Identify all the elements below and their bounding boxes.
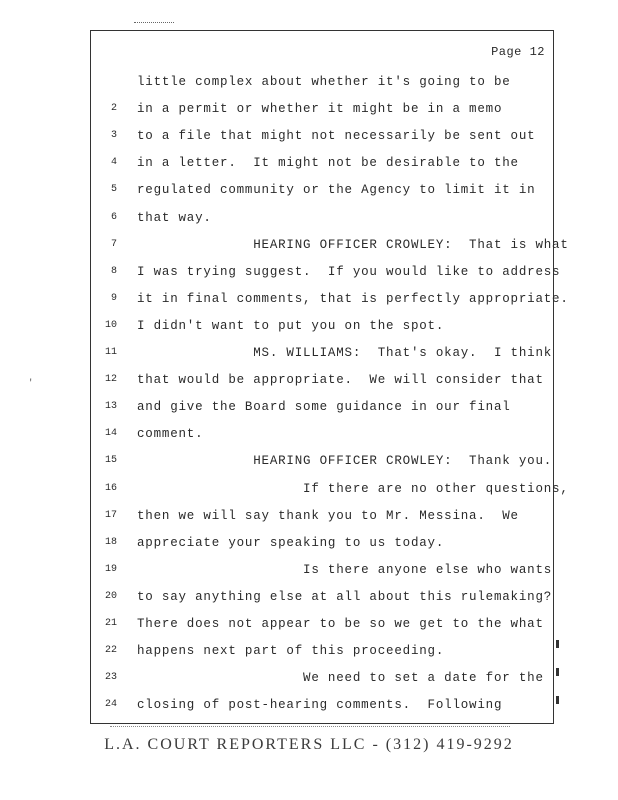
line-text: We need to set a date for the [137,671,544,686]
transcript-line [91,371,553,389]
line-number: 17 [104,509,117,521]
transcript-line [91,263,561,281]
line-number: 14 [104,428,117,440]
line-text: HEARING OFFICER CROWLEY: That is what [137,237,569,252]
transcript-line [91,209,553,227]
line-number: 9 [110,292,117,304]
transcript-line [91,561,553,579]
line-number: 13 [104,401,117,413]
line-number: 6 [110,211,117,223]
transcript-line [91,669,553,687]
transcript-line [91,452,553,470]
line-number: 20 [104,590,117,602]
line-text: I didn't want to put you on the spot. [137,318,445,333]
line-text: then we will say thank you to Mr. Messina. We [137,508,519,523]
transcript-line [91,154,553,172]
line-number: 21 [104,618,117,629]
line-text: and give the Board some guidance in our final [137,400,511,415]
line-number: 23 [104,672,117,684]
line-number: 3 [110,130,117,142]
line-text: Is there anyone else who wants [137,562,553,577]
reporter-footer: L.A. COURT REPORTERS LLC - (312) 419-9292 [104,736,514,753]
stray-scan-mark: ' [28,378,34,388]
line-text: happens next part of this proceeding. [137,644,445,659]
line-number: 22 [104,645,117,657]
line-number: 16 [104,482,117,494]
line-text: it in final comments, that is perfectly appropriate. [137,291,569,306]
line-text: MS. WILLIAMS: That's okay. I think [137,346,553,360]
transcript-line [91,615,553,633]
line-number: 5 [110,184,117,196]
line-number: 8 [110,265,117,277]
line-text: in a letter. It might not be desirable to the [137,156,519,171]
line-text: There does not appear to be so we get to the what [137,617,544,631]
edge-scan-mark [556,668,559,676]
line-number: 7 [110,238,117,250]
transcript-line [91,236,569,254]
transcript-line [91,344,553,362]
line-number: 10 [104,319,117,331]
line-text: comment. [137,427,204,442]
edge-scan-mark [556,696,559,704]
line-text: I was trying suggest. If you would like to address [137,264,561,279]
line-text: in a permit or whether it might be in a memo [137,102,503,117]
transcript-line [91,73,553,91]
transcript-line [91,480,569,498]
transcript-line [91,398,553,416]
line-text: regulated community or the Agency to limit it in [137,183,536,198]
line-number: 19 [104,563,117,575]
line-number: 12 [104,374,117,386]
line-number: 15 [104,455,117,467]
transcript-line [91,127,553,145]
line-number: 24 [104,699,117,711]
line-text: closing of post-hearing comments. Following [137,698,503,713]
line-number: 18 [104,536,117,548]
transcript-line [91,696,553,714]
transcript-line [91,100,553,118]
line-text: HEARING OFFICER CROWLEY: Thank you. [137,454,553,469]
transcript-line [91,507,553,525]
transcript-line [91,317,553,335]
bottom-scan-mark [110,726,510,731]
transcript-line [91,290,569,308]
transcript-line [91,181,553,199]
line-text: that would be appropriate. We will consider that [137,373,544,388]
transcript-line [91,425,553,443]
line-text: to say anything else at all about this rulemaking? [137,589,553,604]
line-text: If there are no other questions, [137,481,569,496]
transcript-page [90,30,569,724]
line-text: that way. [137,210,212,225]
page-number: Page 12 [491,45,545,59]
line-number: 4 [110,157,117,169]
top-scan-mark [134,22,174,24]
transcript-line [91,642,553,660]
line-text: appreciate your speaking to us today. [137,535,445,550]
transcript-line [91,588,553,606]
transcript-line [91,534,553,552]
line-number: 2 [110,103,117,115]
line-text: to a file that might not necessarily be sent out [137,129,536,144]
line-text: little complex about whether it's going to be [137,75,511,89]
line-number: 11 [104,347,117,358]
edge-scan-mark [556,640,559,648]
